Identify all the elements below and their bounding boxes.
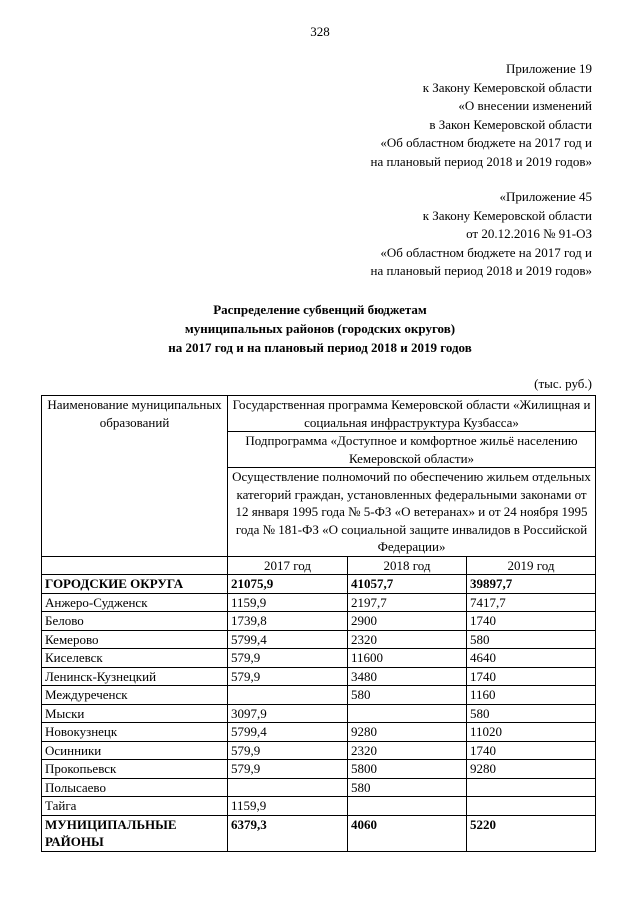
program-header: Государственная программа Кемеровской области «Жилищная и социальная инфраструктура Кузбасса» bbox=[228, 396, 596, 432]
appendix-line: «Об областном бюджете на 2017 год и bbox=[380, 244, 592, 260]
document-title bbox=[0, 300, 640, 357]
value-cell-2019: 7417,7 bbox=[467, 593, 596, 612]
value-cell-2018: 2197,7 bbox=[348, 593, 467, 612]
page-number: 328 bbox=[310, 24, 330, 39]
value-cell-2017: 1739,8 bbox=[228, 612, 348, 631]
value-cell-2019: 580 bbox=[467, 630, 596, 649]
subsidy-table bbox=[41, 395, 596, 852]
value-cell-2017: 21075,9 bbox=[228, 575, 348, 594]
table-row bbox=[42, 630, 596, 649]
table-row bbox=[42, 760, 596, 779]
appendix-line: Приложение 19 bbox=[505, 61, 592, 76]
table-row bbox=[42, 686, 596, 705]
value-cell-2017: 579,9 bbox=[228, 649, 348, 668]
municipality-name-cell: Анжеро-Судженск bbox=[42, 593, 228, 612]
value-cell-2019: 5220 bbox=[467, 815, 596, 851]
municipality-name-cell: Киселевск bbox=[42, 649, 228, 668]
value-cell-2019: 1740 bbox=[467, 612, 596, 631]
table-row bbox=[42, 815, 596, 851]
appendix-45-block bbox=[371, 188, 593, 281]
municipality-name-cell: ГОРОДСКИЕ ОКРУГА bbox=[42, 575, 228, 594]
municipality-name-cell: Новокузнецк bbox=[42, 723, 228, 742]
units-label: (тыс. руб.) bbox=[534, 376, 592, 391]
value-cell-2018: 3480 bbox=[348, 667, 467, 686]
title-line: на 2017 год и на плановый период 2018 и 2019 годов bbox=[168, 340, 472, 355]
value-cell-2018: 2320 bbox=[348, 741, 467, 760]
table-row bbox=[42, 667, 596, 686]
value-cell-2019: 1740 bbox=[467, 667, 596, 686]
empty-header-cell bbox=[42, 556, 228, 575]
title-line: Распределение субвенций бюджетам bbox=[213, 302, 427, 317]
appendix-line: «Об областном бюджете на 2017 год и bbox=[380, 135, 592, 151]
value-cell-2018 bbox=[348, 797, 467, 816]
appendix-19-block bbox=[371, 60, 593, 172]
title-line: муниципальных районов (городских округов) bbox=[184, 321, 456, 336]
municipality-name-cell: Кемерово bbox=[42, 630, 228, 649]
appendix-line: в Закон Кемеровской области bbox=[429, 116, 592, 132]
value-cell-2019: 1160 bbox=[467, 686, 596, 705]
value-cell-2019: 39897,7 bbox=[467, 575, 596, 594]
value-cell-2018: 2900 bbox=[348, 612, 467, 631]
value-cell-2018: 4060 bbox=[348, 815, 467, 851]
year-2019-header: 2019 год bbox=[467, 556, 596, 575]
value-cell-2017: 1159,9 bbox=[228, 797, 348, 816]
value-cell-2019 bbox=[467, 778, 596, 797]
appendix-line: к Закону Кемеровской области bbox=[422, 79, 592, 95]
table-row bbox=[42, 593, 596, 612]
municipality-name-cell: Прокопьевск bbox=[42, 760, 228, 779]
name-column-header: Наименование муниципальных образований bbox=[42, 396, 228, 557]
municipality-name-cell: Междуреченск bbox=[42, 686, 228, 705]
value-cell-2017: 3097,9 bbox=[228, 704, 348, 723]
municipality-name-cell: Полысаево bbox=[42, 778, 228, 797]
table-row bbox=[42, 741, 596, 760]
municipality-name-cell: МУНИЦИПАЛЬНЫЕ РАЙОНЫ bbox=[42, 815, 228, 851]
municipality-name-cell: Осинники bbox=[42, 741, 228, 760]
municipality-name-cell: Белово bbox=[42, 612, 228, 631]
value-cell-2019: 1740 bbox=[467, 741, 596, 760]
value-cell-2018: 5800 bbox=[348, 760, 467, 779]
table-row bbox=[42, 778, 596, 797]
table-row bbox=[42, 612, 596, 631]
value-cell-2018: 41057,7 bbox=[348, 575, 467, 594]
measure-header: Осуществление полномочий по обеспечению жильем отдельных категорий граждан, установленных федеральными законами от 12 января 1995 года № 5-ФЗ «О ветеранах» и от 24 ноября 1995 года № 181-ФЗ «О социальной защите инвалидов в Российской Федерации» bbox=[228, 468, 596, 557]
value-cell-2019 bbox=[467, 797, 596, 816]
value-cell-2018: 580 bbox=[348, 686, 467, 705]
table-row bbox=[42, 575, 596, 594]
table-row bbox=[42, 649, 596, 668]
municipality-name-cell: Тайга bbox=[42, 797, 228, 816]
value-cell-2018: 2320 bbox=[348, 630, 467, 649]
year-2018-header: 2018 год bbox=[348, 556, 467, 575]
value-cell-2017 bbox=[228, 778, 348, 797]
value-cell-2017: 6379,3 bbox=[228, 815, 348, 851]
value-cell-2018: 9280 bbox=[348, 723, 467, 742]
appendix-line: «Приложение 45 bbox=[499, 189, 592, 204]
value-cell-2019: 9280 bbox=[467, 760, 596, 779]
value-cell-2018 bbox=[348, 704, 467, 723]
value-cell-2017: 1159,9 bbox=[228, 593, 348, 612]
table-row bbox=[42, 704, 596, 723]
appendix-line: на плановый период 2018 и 2019 годов» bbox=[370, 153, 592, 169]
value-cell-2017: 5799,4 bbox=[228, 723, 348, 742]
subprogram-header: Подпрограмма «Доступное и комфортное жильё населению Кемеровской области» bbox=[228, 432, 596, 468]
appendix-line: «О внесении изменений bbox=[458, 98, 592, 114]
value-cell-2018: 580 bbox=[348, 778, 467, 797]
table-header-row bbox=[42, 396, 596, 432]
year-header-row bbox=[42, 556, 596, 575]
value-cell-2017: 579,9 bbox=[228, 741, 348, 760]
value-cell-2017: 579,9 bbox=[228, 760, 348, 779]
appendix-line: на плановый период 2018 и 2019 годов» bbox=[370, 263, 592, 279]
municipality-name-cell: Ленинск-Кузнецкий bbox=[42, 667, 228, 686]
value-cell-2019: 580 bbox=[467, 704, 596, 723]
table-row bbox=[42, 723, 596, 742]
appendix-line: от 20.12.2016 № 91-ОЗ bbox=[466, 226, 592, 242]
value-cell-2019: 4640 bbox=[467, 649, 596, 668]
municipality-name-cell: Мыски bbox=[42, 704, 228, 723]
value-cell-2019: 11020 bbox=[467, 723, 596, 742]
value-cell-2017: 5799,4 bbox=[228, 630, 348, 649]
value-cell-2017 bbox=[228, 686, 348, 705]
year-2017-header: 2017 год bbox=[228, 556, 348, 575]
appendix-line: к Закону Кемеровской области bbox=[422, 207, 592, 223]
value-cell-2017: 579,9 bbox=[228, 667, 348, 686]
table-row bbox=[42, 797, 596, 816]
value-cell-2018: 11600 bbox=[348, 649, 467, 668]
